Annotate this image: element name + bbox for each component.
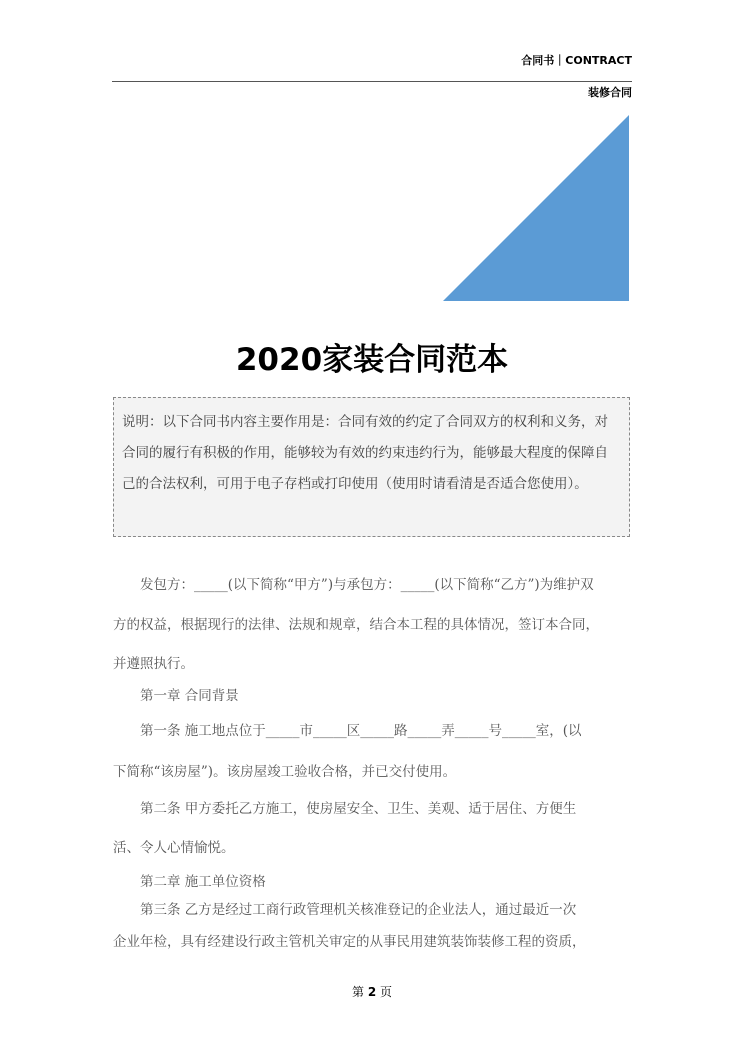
chapter-heading: 第二章 施工单位资格 — [113, 874, 266, 890]
notice-box: 说明：以下合同书内容主要作用是：合同有效的约定了合同双方的权利和义务，对合同的履行有积极的作用，能够较为有效的约束违约行为，能够最大程度的保障自己的合法权利，可用于电子存档或打印使用（使用时请看清是否适合您使用）。 — [113, 397, 630, 537]
body-line-11: 企业年检，具有经建设行政主管机关审定的从事民用建筑装饰装修工程的资质， — [113, 934, 586, 950]
page-suffix: 页 — [380, 985, 393, 999]
body-line-2: 方的权益，根据现行的法律、法规和规章，结合本工程的具体情况，签订本合同， — [113, 617, 599, 633]
decorative-triangle — [443, 115, 629, 301]
body-line-7: 第二条 甲方委托乙方施工，使房屋安全、卫生、美观、适于居住、方便生 — [113, 801, 577, 817]
body-line-10: 第三条 乙方是经过工商行政管理机关核准登记的企业法人，通过最近一次 — [113, 902, 577, 918]
header-divider — [112, 81, 632, 82]
body-line-3: 并遵照执行。 — [113, 656, 194, 672]
header-brand: 合同书｜CONTRACT — [521, 54, 632, 67]
chapter-heading: 第一章 合同背景 — [113, 688, 239, 704]
body-line-8: 活、令人心情愉悦。 — [113, 840, 235, 856]
body-line-1: 发包方：_____(以下简称“甲方”)与承包方：_____(以下简称“乙方”)为维护双 — [113, 577, 594, 593]
header-subtitle: 装修合同 — [588, 86, 632, 99]
page-number — [0, 983, 744, 1000]
body-line-6: 下简称“该房屋”)。该房屋竣工验收合格，并已交付使用。 — [113, 764, 457, 780]
page-number-value: 2 — [367, 985, 377, 999]
document-title: 2020家装合同范本 — [235, 342, 509, 378]
body-line-5: 第一条 施工地点位于_____市_____区_____路_____弄_____号_____室，(以 — [113, 723, 582, 739]
page-prefix: 第 — [351, 985, 364, 999]
